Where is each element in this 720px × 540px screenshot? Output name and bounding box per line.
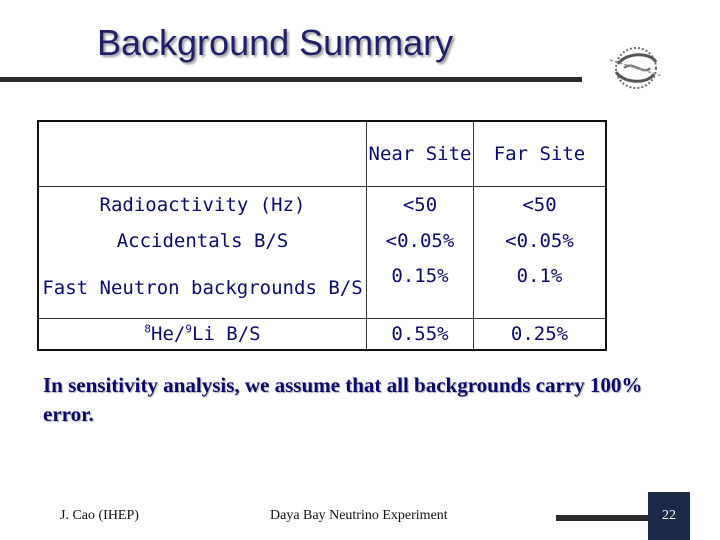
header-label-cell (38, 121, 367, 187)
far-value: 0.25% (474, 319, 607, 351)
near-value: 0.55% (367, 319, 474, 351)
title-divider (0, 77, 582, 82)
row-label-accidentals: Accidentals B/S (116, 229, 289, 252)
row-label-radioactivity: Radioactivity (Hz) (99, 193, 306, 216)
table-row (38, 319, 606, 351)
li-mass-number: 9 (185, 322, 192, 336)
near-value: 0.15% (367, 259, 474, 319)
page-title: Background Summary (97, 22, 454, 63)
table-row (38, 187, 606, 224)
background-table (37, 120, 607, 351)
footer-divider (556, 515, 648, 521)
footer-event: Daya Bay Neutrino Experiment (270, 508, 448, 523)
far-value: 0.1% (474, 259, 607, 319)
page-number: 22 (648, 492, 690, 540)
table-row (38, 259, 606, 319)
header-near-site: Near Site (367, 121, 474, 187)
table-row (38, 223, 606, 259)
table-header-row (38, 121, 606, 187)
near-value: <0.05% (367, 223, 474, 259)
footer-author: J. Cao (IHEP) (60, 508, 139, 523)
ihep-logo-icon (604, 42, 668, 94)
row-label-he-li (38, 319, 367, 351)
he-mass-number: 8 (144, 322, 152, 336)
header-far-site: Far Site (474, 121, 607, 187)
sensitivity-note: In sensitivity analysis, we assume that all backgrounds carry 100% error. (43, 373, 643, 426)
far-value: <0.05% (474, 223, 607, 259)
row-label-fast-neutron: Fast Neutron backgrounds B/S (38, 259, 367, 319)
far-value: <50 (474, 187, 607, 224)
li-symbol: Li B/S (191, 322, 261, 345)
he-symbol: He/ (151, 322, 186, 345)
near-value: <50 (367, 187, 474, 224)
